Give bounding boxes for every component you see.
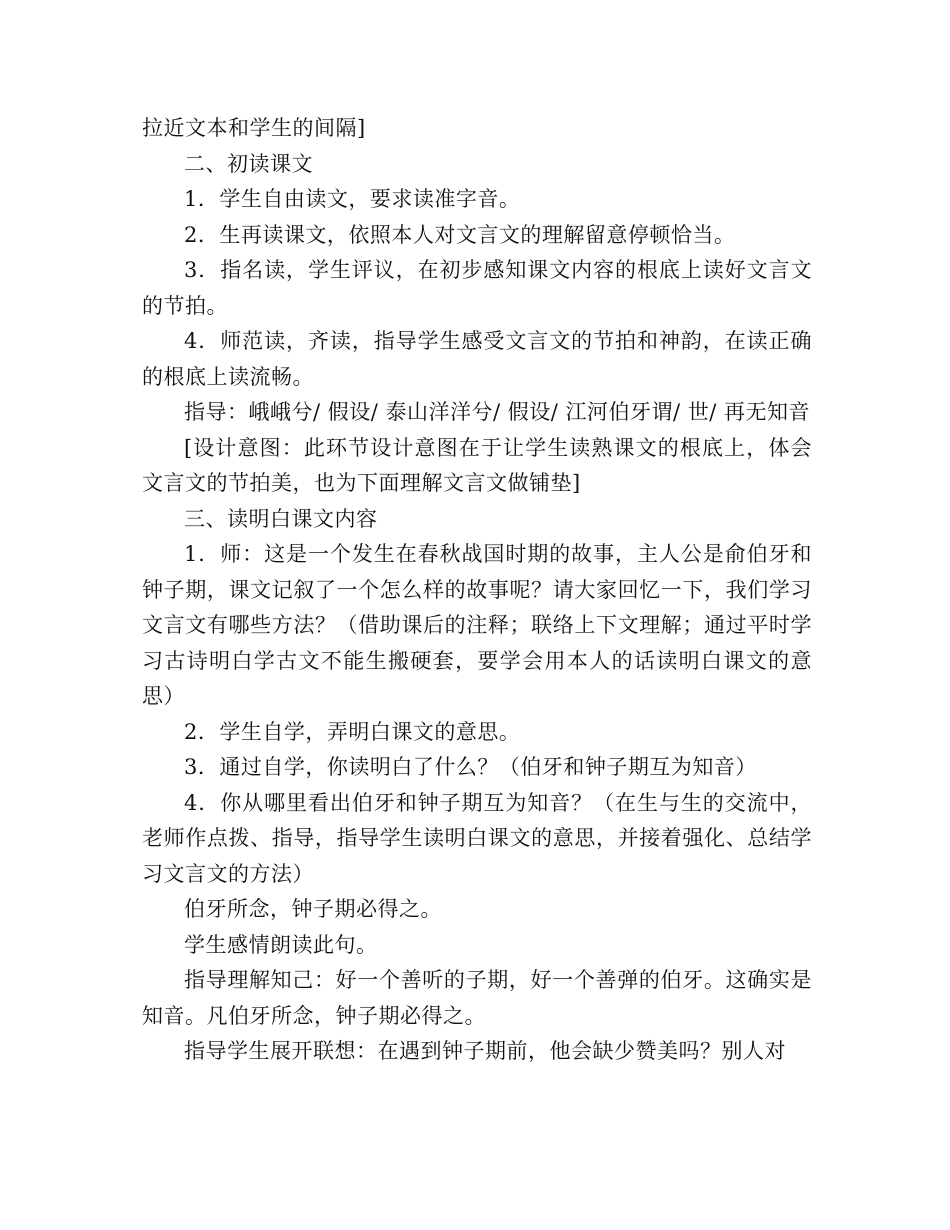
list-item: 3．通过自学，你读明白了什么？（伯牙和钟子期互为知音） [184,755,757,779]
paragraph: 学生感情朗读此句。 [184,932,378,957]
document-body [142,111,812,1070]
list-item: 3．指名读，学生评议，在初步感知课文内容的根底上读好文言文的节拍。 [142,258,812,318]
list-item: 4．师范读，齐读，指导学生感受文言文的节拍和神韵，在读正确的根底上读流畅。 [142,329,812,389]
paragraph: 指导：峨峨兮/ 假设/ 泰山洋洋兮/ 假设/ 江河伯牙谓/ 世/ 再无知音 [184,400,811,424]
list-item: 4．你从哪里看出伯牙和钟子期互为知音？（在生与生的交流中，老师作点拨、指导，指导学生读明白课文的意思，并接着强化、总结学习文言文的方法） [142,790,812,886]
list-item: 2．生再读课文，依照本人对文言文的理解留意停顿恰当。 [184,222,736,247]
design-note: [设计意图：此环节设计意图在于让学生读熟课文的根底上，体会文言文的节拍美，也为下面理解文言文做铺垫] [142,435,812,495]
section-heading: 二、初读课文 [184,151,313,176]
list-item: 2．学生自学，弄明白课文的意思。 [184,719,521,744]
paragraph: 指导理解知己：好一个善听的子期，好一个善弹的伯牙。这确实是知音。凡伯牙所念，钟子期必得之。 [142,968,812,1028]
quotation: 伯牙所念，钟子期必得之。 [184,897,442,921]
list-item: 1．学生自由读文，要求读准字音。 [184,187,521,211]
list-item: 1．师：这是一个发生在春秋战国时期的故事，主人公是俞伯牙和钟子期，课文记叙了一个怎么样的故事呢？请大家回忆一下，我们学习文言文有哪些方法？（借助课后的注释；联络上下文理解；通过平时学习古诗明白学古文不能生搬硬套，要学会用本人的话读明白课文的意思） [142,542,812,708]
section-heading: 三、读明白课文内容 [184,506,378,531]
paragraph: 指导学生展开联想：在遇到钟子期前，他会缺少赞美吗？别人对 [184,1039,786,1063]
paragraph: 拉近文本和学生的间隔] [142,116,366,140]
